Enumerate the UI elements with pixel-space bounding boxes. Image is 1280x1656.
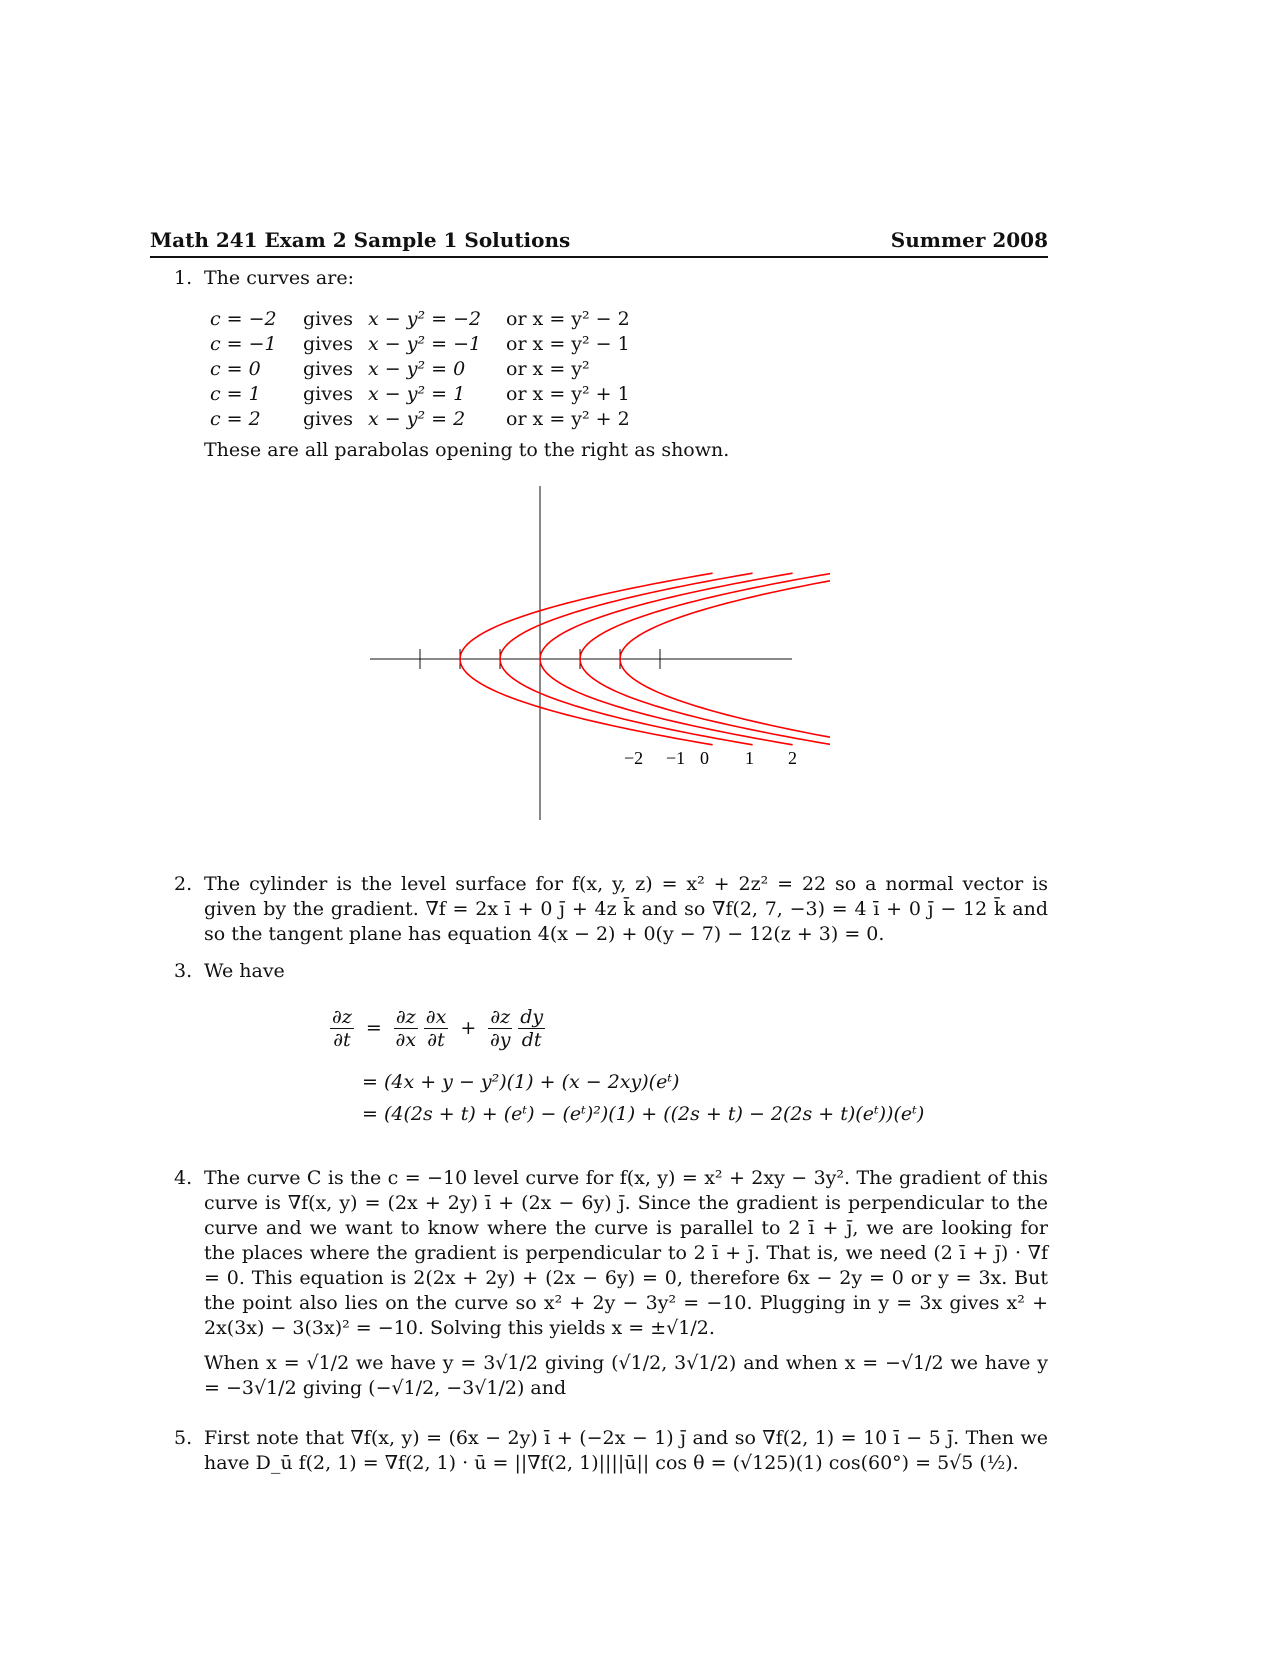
problem-2 — [174, 872, 1048, 947]
problem-4-text: The curve C is the c = −10 level curve for f(x, y) = x² + 2xy − 3y². The gradient of this curve is ∇f(x, y) = (2x + 2y) ī + (2x − 6y) j̄. Since the gradient is perpendicular to the curve and we want to know where the curve is parallel to 2 ī + j̄, we are looking for the places where the gradient is perpendicular to 2 ī + j̄. That is, we need (2 ī + j̄) · ∇f = 0. This equation is 2(2x + 2y) + (2x − 6y) = 0, therefore 6x − 2y = 0 or y = 3x. But the point also lies on the curve so x² + 2y − 3y² = −10. Plugging in y = 3x gives x² + 2x(3x) − 3(3x)² = −10. Solving this yields x = ±√1/2. — [204, 1167, 1048, 1339]
level-label: 1 — [745, 748, 754, 768]
fraction: $\frac{\partial z}{\partial x}$ — [395, 1006, 417, 1051]
problem-4-text-2: When x = √1/2 we have y = 3√1/2 giving (√1/2, 3√1/2) and when x = −√1/2 we have y = −3√1/2 giving (−√1/2, −3√1/2) and — [204, 1352, 1048, 1399]
solved-equation: or x = y² + 1 — [506, 383, 630, 405]
gives-label: gives — [303, 358, 353, 380]
c-value: c = 2 — [210, 408, 261, 430]
level-label: 2 — [788, 748, 797, 768]
curve-equation: x − y² = −1 — [368, 333, 482, 355]
c-value: c = −1 — [210, 333, 277, 355]
solved-equation: or x = y² — [506, 358, 590, 380]
problem-5-text: First note that ∇f(x, y) = (6x − 2y) ī + (−2x − 1) j̄ and so ∇f(2, 1) = 10 ī − 5 j̄. Then we have D_ū f(2, 1) = ∇f(2, 1) · ū = ||∇f(2, 1)||||ū|| cos θ = (√125)(1) cos(60°) = 5√5 (½). — [204, 1427, 1048, 1474]
problem-1-intro: The curves are: — [204, 267, 354, 289]
problem-2-text: The cylinder is the level surface for f(x, y, z) = x² + 2z² = 22 so a normal vector is given by the gradient. ∇f = 2x ī + 0 j̄ + 4z k̄ and so ∇f(2, 7, −3) = 4 ī + 0 j̄ − 12 k̄ and so the tangent plane has equation 4(x − 2) + 0(y − 7) − 12(z + 3) = 0. — [204, 873, 1048, 945]
table-row — [210, 358, 710, 383]
problem-number: 3. — [174, 960, 193, 982]
fraction: $\frac{\partial x}{\partial t}$ — [425, 1006, 447, 1051]
parabola-graph — [370, 486, 830, 846]
table-row — [210, 333, 710, 358]
solved-equation: or x = y² − 1 — [506, 333, 630, 355]
level-label: −2 — [624, 748, 644, 768]
problem-4 — [174, 1166, 1048, 1401]
problem-number: 1. — [174, 267, 193, 289]
table-row — [210, 408, 710, 433]
problem-3-intro: We have — [204, 960, 285, 982]
table-row — [210, 383, 710, 408]
c-value: c = −2 — [210, 308, 277, 330]
problem-1 — [174, 266, 1048, 291]
c-value: c = 0 — [210, 358, 261, 380]
table-row — [210, 308, 710, 333]
fraction: $\frac{\partial z}{\partial t}$ — [332, 1006, 352, 1051]
gives-label: gives — [303, 408, 353, 430]
level-curve-table — [210, 308, 710, 433]
term-label: Summer 2008 — [890, 228, 1048, 252]
chain-rule-equation: $\frac{\partial z}{\partial t}$ = $\frac{\partial z}{\partial x}$ $\frac{\partial x}{\partial t}$ + $\frac{\partial z}{\partial y}$ $\frac{dy}{dt}$ — [332, 1006, 544, 1051]
fraction: $\frac{\partial z}{\partial y}$ — [489, 1006, 511, 1051]
page-header — [150, 226, 1048, 258]
curve-equation: x − y² = 0 — [368, 358, 466, 380]
c-value: c = 1 — [210, 383, 261, 405]
problem-1-outro: These are all parabolas opening to the right as shown. — [204, 439, 730, 461]
curve-equation: x − y² = 1 — [368, 383, 466, 405]
gives-label: gives — [303, 383, 353, 405]
solved-equation: or x = y² − 2 — [506, 308, 630, 330]
equation-line-2: = (4x + y − y²)(1) + (x − 2xy)(eᵗ) — [362, 1071, 680, 1093]
level-label: 0 — [700, 748, 709, 768]
level-label: −1 — [666, 748, 686, 768]
problem-number: 5. — [174, 1427, 193, 1449]
problem-5 — [174, 1426, 1048, 1476]
curve-equation: x − y² = 2 — [368, 408, 466, 430]
gives-label: gives — [303, 308, 353, 330]
solved-equation: or x = y² + 2 — [506, 408, 630, 430]
problem-number: 2. — [174, 873, 193, 895]
problem-3 — [174, 959, 1048, 984]
gives-label: gives — [303, 333, 353, 355]
page-title: Math 241 Exam 2 Sample 1 Solutions — [150, 228, 571, 252]
problem-number: 4. — [174, 1167, 193, 1189]
curve-equation: x − y² = −2 — [368, 308, 482, 330]
fraction: $\frac{dy}{dt}$ — [520, 1006, 544, 1051]
problem-1-outro-block — [174, 438, 1048, 463]
equation-line-3: = (4(2s + t) + (eᵗ) − (eᵗ)²)(1) + ((2s + t) − 2(2s + t)(eᵗ))(eᵗ) — [362, 1103, 925, 1125]
